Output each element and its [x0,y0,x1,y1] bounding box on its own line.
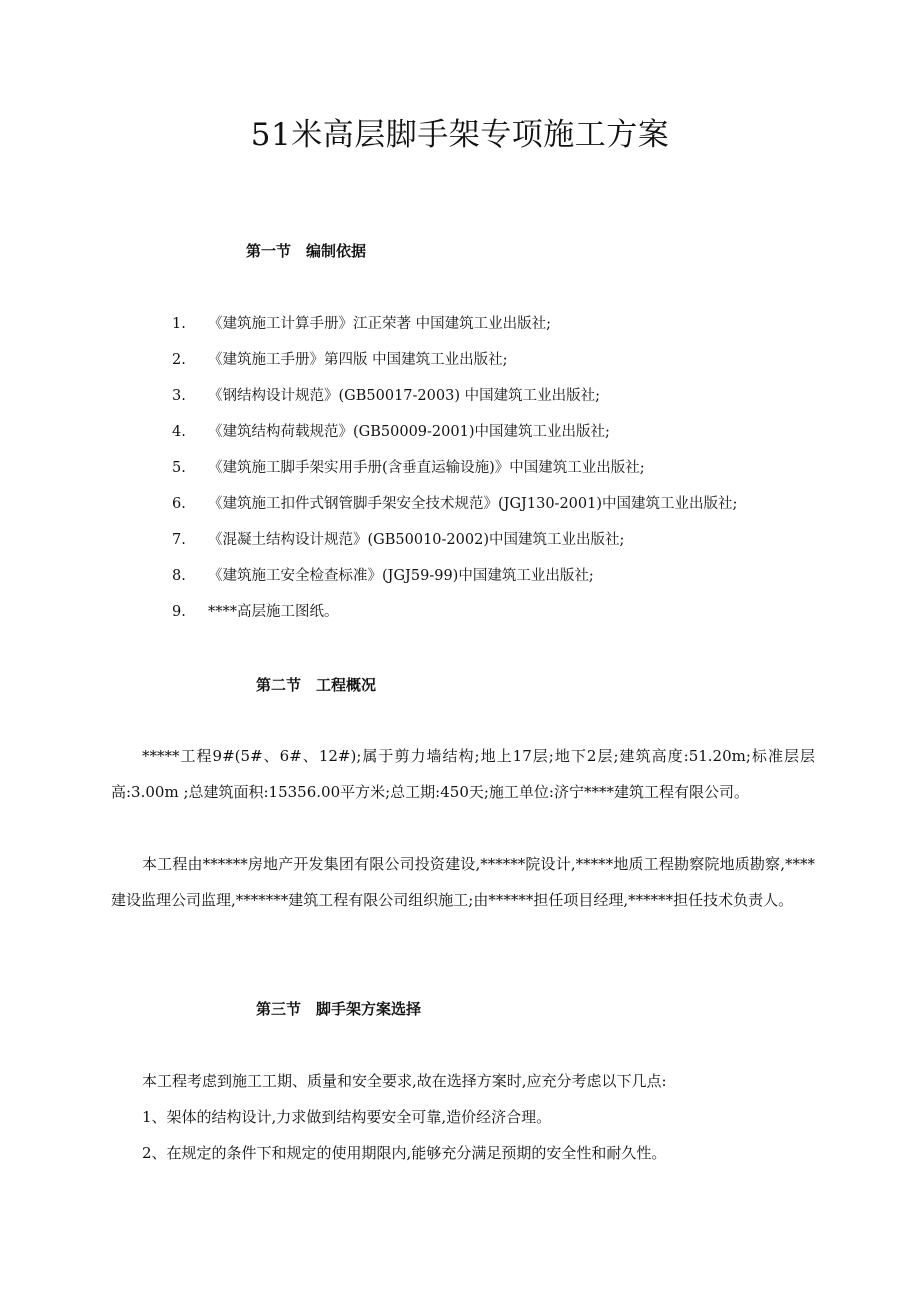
list-item-text: 《建筑结构荷载规范》(GB50009-2001)中国建筑工业出版社; [208,424,610,440]
section-1-heading: 第一节 编制依据 [246,242,367,260]
list-item-text: 《建筑施工计算手册》江正荣著 中国建筑工业出版社; [208,316,551,332]
list-item-text: 《建筑施工扣件式钢管脚手架安全技术规范》(JGJ130-2001)中国建筑工业出版社; [208,496,738,512]
list-item-text: ****高层施工图纸。 [208,604,339,620]
scheme-intro-text: 本工程考虑到施工工期、质量和安全要求,故在选择方案时,应充分考虑以下几点: [142,1072,667,1090]
scheme-point-1: 1、架体的结构设计,力求做到结构要安全可靠,造价经济合理。 [142,1108,552,1126]
list-item-text: 《建筑施工安全检查标准》(JGJ59-99)中国建筑工业出版社; [208,568,594,584]
list-item-number: 1. [172,316,186,332]
list-item-number: 3. [172,388,186,404]
list-item-text: 《钢结构设计规范》(GB50017-2003) 中国建筑工业出版社; [208,388,600,404]
list-item-number: 9. [172,604,186,620]
project-parties-paragraph: 本工程由******房地产开发集团有限公司投资建设,******院设计,*****地质工程勘察院地质勘察,****建设监理公司监理,*******建筑工程有限公司组织施工;由******担任项目经理,******担任技术负责人。 [111,855,815,909]
list-item [172,418,737,454]
scheme-point-2: 2、在规定的条件下和规定的使用期限内,能够充分满足预期的安全性和耐久性。 [142,1144,667,1162]
list-item-number: 5. [172,460,186,476]
list-item-number: 7. [172,532,186,548]
list-item-text: 《混凝土结构设计规范》(GB50010-2002)中国建筑工业出版社; [208,532,625,548]
list-item-number: 4. [172,424,186,440]
list-item [172,526,737,562]
section-3-heading: 第三节 脚手架方案选择 [256,1000,422,1018]
list-item [172,346,737,382]
list-item-number: 2. [172,352,186,368]
list-item-number: 6. [172,496,186,512]
list-item [172,382,737,418]
reference-list [172,310,737,634]
document-title: 51米高层脚手架专项施工方案 [250,117,670,153]
list-item-number: 8. [172,568,186,584]
list-item-text: 《建筑施工脚手架实用手册(含垂直运输设施)》中国建筑工业出版社; [208,460,645,476]
section-2-heading: 第二节 工程概况 [256,676,377,694]
list-item [172,310,737,346]
list-item [172,562,737,598]
list-item-text: 《建筑施工手册》第四版 中国建筑工业出版社; [208,352,508,368]
list-item [172,490,737,526]
list-item [172,598,737,634]
project-overview-paragraph: *****工程9#(5#、6#、12#);属于剪力墙结构;地上17层;地下2层;建筑高度:51.20m;标准层层高:3.00m ;总建筑面积:15356.00平方米;总工期:450天;施工单位:济宁****建筑工程有限公司。 [111,747,815,801]
list-item [172,454,737,490]
